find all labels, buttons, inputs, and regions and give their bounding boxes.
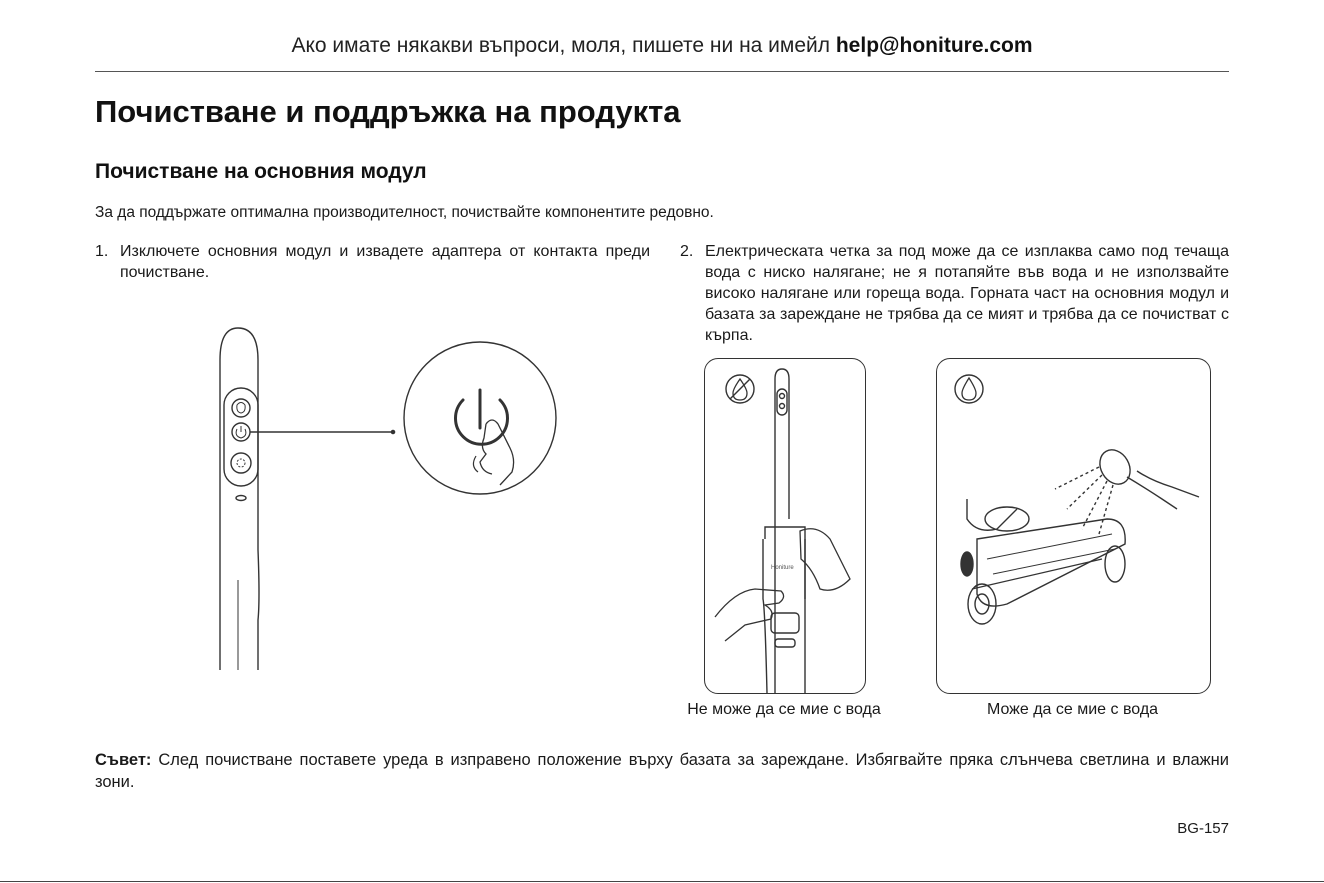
header-email: help@honiture.com <box>835 34 1033 57</box>
tip-text: След почистване поставете уреда в изправено положение върху базата за зареждане. Избягвайте пряка слънчева светлина и влажни зони. <box>95 751 1229 791</box>
header-divider <box>95 71 1229 72</box>
tip-paragraph <box>95 749 1229 793</box>
step-text: Електрическата четка за под може да се изплаква само под течаща вода с ниско налягане; не я потапяйте във вода и не използвайте високо налягане или гореща вода. Горната част на основния модул и базата за зареждане не трябва да се мият и трябва да се почистват с кърпа. <box>705 243 1229 344</box>
washable-caption: Може да се мие с вода <box>986 701 1159 718</box>
not-washable-panel <box>704 358 866 694</box>
step-number: 1. <box>95 243 109 260</box>
step-text: Изключете основния модул и извадете адаптера от контакта преди почистване. <box>120 243 650 281</box>
step-2 <box>680 241 1229 351</box>
brush-rinse-illustration <box>937 359 1210 693</box>
unit-wipe-illustration <box>705 359 865 693</box>
section-subtitle: Почистване на основния модул <box>95 160 427 183</box>
page-title: Почистване и поддръжка на продукта <box>95 94 681 129</box>
no-water-icon <box>726 375 754 403</box>
tip-label: Съвет: <box>95 751 152 769</box>
water-drop-icon <box>955 375 983 403</box>
step-number: 2. <box>680 243 694 260</box>
page-bottom-border <box>0 881 1324 882</box>
washable-panel <box>936 358 1211 694</box>
header-contact-line <box>95 34 1229 58</box>
step-1 <box>95 241 650 291</box>
page-number: BG-157 <box>1177 820 1229 837</box>
main-unit-handle-illustration <box>180 320 560 680</box>
not-washable-caption: Не може да се мие с вода <box>687 701 881 718</box>
intro-paragraph: За да поддържате оптимална производителност, почиствайте компонентите редовно. <box>95 204 714 221</box>
header-text: Ако имате някакви въпроси, моля, пишете ни на имейл <box>291 34 831 57</box>
device-brand-label: Honiture <box>771 565 794 571</box>
